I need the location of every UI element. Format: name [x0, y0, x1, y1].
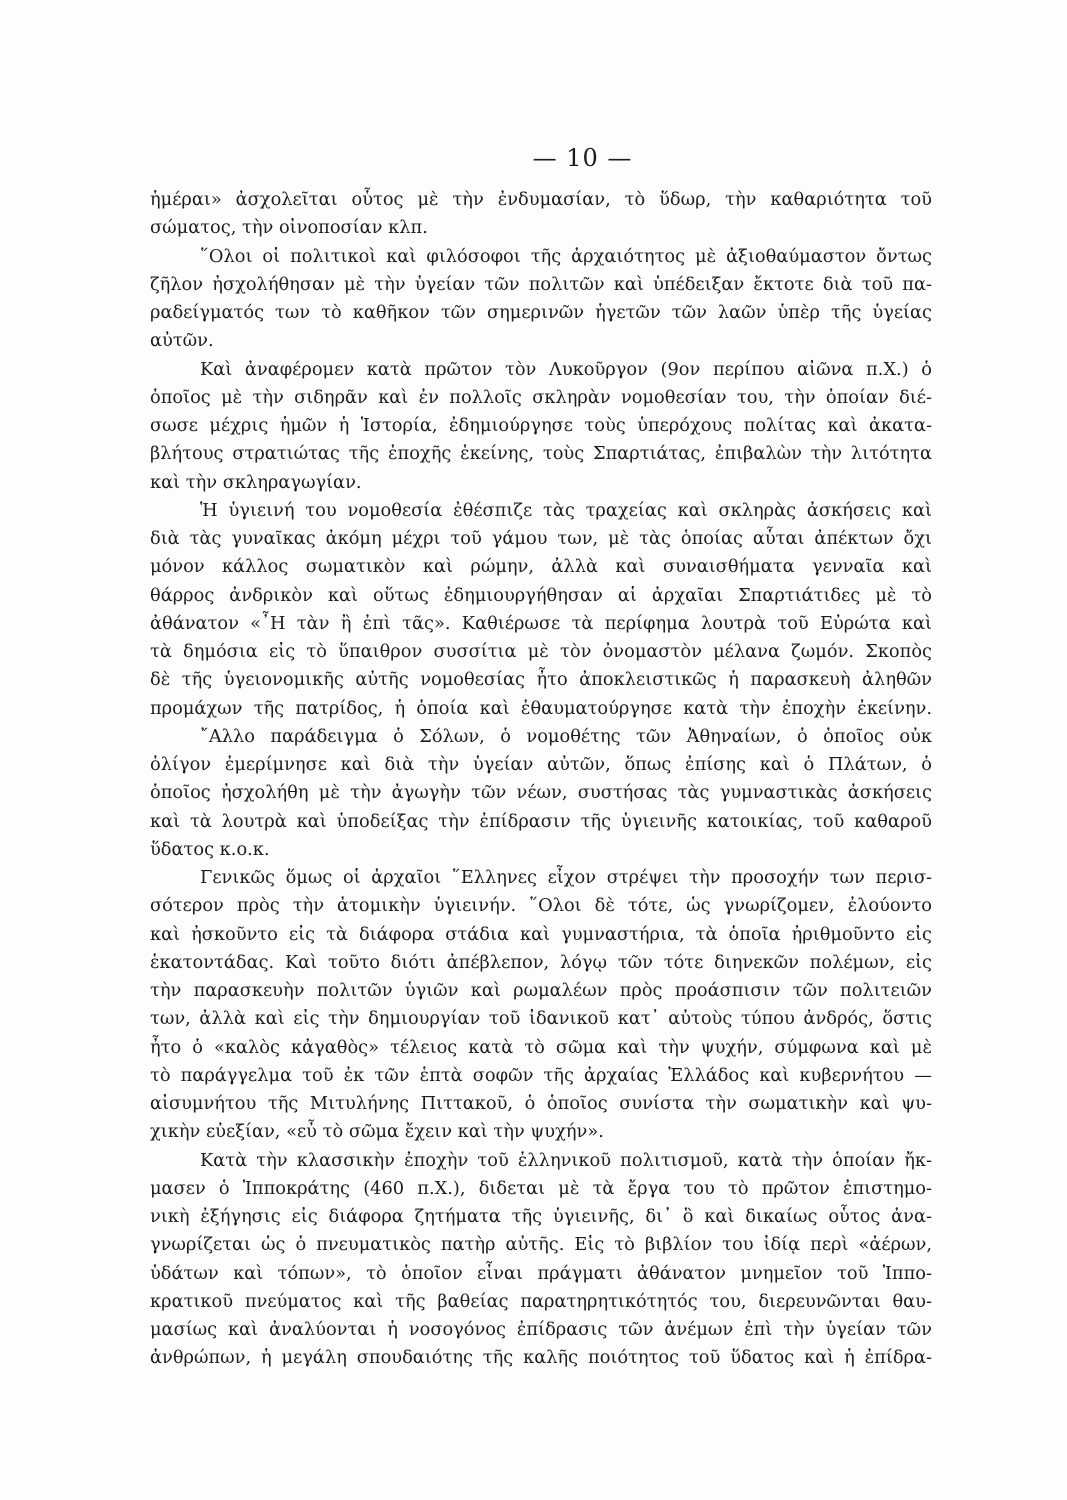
text-line: αὐτῶν.	[150, 330, 214, 352]
text-line: μασεν ὁ Ἱπποκράτης (460 π.Χ.), διδεται μὲ τὰ ἔργα του τὸ πρῶτον ἐπιστημο-	[150, 1177, 932, 1199]
paragraph-first-line: Γενικῶς ὅμως οἱ ἀρχαῖοι ῞Ελληνες εἶχον στρέψει τὴν προσοχήν των περισ-	[200, 867, 932, 888]
text-line: κρατικοῦ πνεύματος καὶ τῆς βαθείας παρατηρητικότητός του, διερευνῶνται θαυ-	[150, 1290, 932, 1312]
page-number	[0, 144, 1067, 172]
text-line: σωσε μέχρις ἡμῶν ἡ Ἱστορία, ἐδημιούργησε τοὺς ὑπερόχους πολίτας καὶ ἀκατα-	[150, 415, 932, 436]
text-line: καὶ τὰ λουτρὰ καὶ ὑποδείξας τὴν ἐπίδρασιν τῆς ὑγιεινῆς κατοικίας, τοῦ καθαροῦ	[150, 810, 932, 832]
text-line: καὶ ἠσκοῦντο εἰς τὰ διάφορα στάδια καὶ γυμναστήρια, τὰ ὁποῖα ἠριθμοῦντο εἰς	[150, 923, 932, 945]
paragraph-first-line: ῎Αλλο παράδειγμα ὁ Σόλων, ὁ νομοθέτης τῶν Ἀθηναίων, ὁ ὁποῖος οὐκ	[200, 725, 932, 747]
body-text	[150, 186, 932, 1373]
text-line: ὁποῖος ἠσχολήθη μὲ τὴν ἀγωγὴν τῶν νέων, συστήσας τὰς γυμναστικὰς ἀσκήσεις	[150, 782, 932, 804]
text-line: νικὴ ἐξήγησις εἰς διάφορα ζητήματα τῆς ὑγιεινῆς, δι᾽ ὃ καὶ δικαίως οὗτος ἀνα-	[150, 1206, 932, 1227]
text-line: ἡμέραι» ἀσχολεῖται οὗτος μὲ τὴν ἐνδυμασίαν, τὸ ὕδωρ, τὴν καθαριότητα τοῦ	[150, 189, 932, 210]
paragraph-first-line: Καὶ ἀναφέρομεν κατὰ πρῶτον τὸν Λυκοῦργον (9ον περίπου αἰῶνα π.Χ.) ὁ	[200, 358, 932, 380]
text-line: διὰ τὰς γυναῖκας ἀκόμη μέχρι τοῦ γάμου των, μὲ τὰς ὁποίας αὗται ἀπέκτων ὄχι	[150, 528, 932, 549]
page-number-text: — 10 —	[532, 144, 633, 172]
text-line: χικὴν εὐεξίαν, «εὖ τὸ σῶμα ἔχειν καὶ τὴν ψυχήν».	[150, 1121, 604, 1143]
text-line: ραδείγματός των τὸ καθῆκον τῶν σημερινῶν ἡγετῶν τῶν λαῶν ὑπὲρ τῆς ὑγείας	[150, 302, 932, 323]
text-line: μασίως καὶ ἀναλύονται ἡ νοσογόνος ἐπίδρασις τῶν ἀνέμων ἐπὶ τὴν ὑγείαν τῶν	[150, 1319, 932, 1340]
text-line: τὸ παράγγελμα τοῦ ἐκ τῶν ἑπτὰ σοφῶν τῆς ἀρχαίας Ἑλλάδος καὶ κυβερνήτου —	[150, 1064, 932, 1086]
text-line: μόνον κάλλος σωματικὸν καὶ ρώμην, ἀλλὰ καὶ συναισθήματα γενναῖα καὶ	[150, 556, 932, 578]
text-line: ἀνθρώπων, ἡ μεγάλη σπουδαιότης τῆς καλῆς ποιότητος τοῦ ὕδατος καὶ ἡ ἐπίδρα-	[150, 1347, 932, 1369]
paragraph-first-line: ῞Ολοι οἱ πολιτικοὶ καὶ φιλόσοφοι τῆς ἀρχαιότητος μὲ ἀξιοθαύμαστον ὄντως	[200, 245, 932, 267]
text-line: τὰ δημόσια εἰς τὸ ὕπαιθρον συσσίτια μὲ τὸν ὀνομαστὸν μέλανα ζωμόν. Σκοπὸς	[150, 641, 932, 662]
text-line: ἦτο ὁ «καλὸς κἀγαθὸς» τέλειος κατὰ τὸ σῶμα καὶ τὴν ψυχήν, σύμφωνα καὶ μὲ	[150, 1036, 932, 1058]
text-line: καὶ τὴν σκληραγωγίαν.	[150, 471, 362, 493]
paragraph-first-line: Κατὰ τὴν κλασσικὴν ἐποχὴν τοῦ ἑλληνικοῦ πολιτισμοῦ, κατὰ τὴν ὁποίαν ἤκ-	[200, 1149, 932, 1171]
paragraph-first-line: Ἡ ὑγιεινή του νομοθεσία ἐθέσπιζε τὰς τραχείας καὶ σκληρὰς ἀσκήσεις καὶ	[200, 499, 932, 521]
text-line: τὴν παρασκευὴν πολιτῶν ὑγιῶν καὶ ρωμαλέων πρὸς προάσπισιν τῶν πολιτειῶν	[150, 980, 932, 1001]
text-line: ὑδάτων καὶ τόπων», τὸ ὁποῖον εἶναι πράγματι ἀθάνατον μνημεῖον τοῦ Ἱππο-	[150, 1262, 932, 1284]
text-line: σότερον πρὸς τὴν ἀτομικὴν ὑγιεινήν. ῞Ολοι δὲ τότε, ὡς γνωρίζομεν, ἐλούοντο	[150, 895, 932, 917]
text-line: ζῆλον ἠσχολήθησαν μὲ τὴν ὑγείαν τῶν πολιτῶν καὶ ὑπέδειξαν ἔκτοτε διὰ τοῦ πα-	[150, 273, 932, 295]
text-line: ὀλίγον ἐμερίμνησε καὶ διὰ τὴν ὑγείαν αὐτῶν, ὅπως ἐπίσης καὶ ὁ Πλάτων, ὁ	[150, 754, 932, 775]
text-line: αἰσυμνήτου τῆς Μιτυλήνης Πιττακοῦ, ὁ ὁποῖος συνίστα τὴν σωματικὴν καὶ ψυ-	[150, 1093, 932, 1114]
text-line: ὁποῖος μὲ τὴν σιδηρᾶν καὶ ἐν πολλοῖς σκληρὰν νομοθεσίαν του, τὴν ὁποίαν διέ-	[150, 386, 932, 408]
text-line: δὲ τῆς ὑγειονομικῆς αὐτῆς νομοθεσίας ἦτο ἀποκλειστικῶς ἡ παρασκευὴ ἀληθῶν	[150, 669, 932, 691]
text-line: ἀθάνατον «῏Η τὰν ἢ ἐπὶ τᾶς». Καθιέρωσε τὰ περίφημα λουτρὰ τοῦ Εὐρώτα καὶ	[150, 612, 932, 634]
text-line: ἑκατοντάδας. Καὶ τοῦτο διότι ἀπέβλεπον, λόγῳ τῶν τότε διηνεκῶν πολέμων, εἰς	[150, 951, 932, 973]
text-line: βλήτους στρατιώτας τῆς ἐποχῆς ἐκείνης, τοὺς Σπαρτιάτας, ἐπιβαλὼν τὴν λιτότητα	[150, 443, 932, 465]
text-line: σώματος, τὴν οἰνοποσίαν κλπ.	[150, 217, 428, 239]
text-line: των, ἀλλὰ καὶ εἰς τὴν δημιουργίαν τοῦ ἰδανικοῦ κατ᾽ αὐτοὺς τύπου ἀνδρός, ὅστις	[150, 1008, 932, 1030]
text-line: προμάχων τῆς πατρίδος, ἡ ὁποία καὶ ἐθαυματούργησε κατὰ τὴν ἐποχὴν ἐκείνην.	[150, 697, 932, 719]
text-line: ὕδατος κ.ο.κ.	[150, 838, 270, 860]
text-line: γνωρίζεται ὡς ὁ πνευματικὸς πατὴρ αὐτῆς. Εἰς τὸ βιβλίον του ἰδίᾳ περὶ «ἀέρων,	[150, 1234, 932, 1256]
text-line: θάρρος ἀνδρικὸν καὶ οὕτως ἐδημιουργήθησαν αἱ ἀρχαῖαι Σπαρτιάτιδες μὲ τὸ	[150, 584, 932, 606]
